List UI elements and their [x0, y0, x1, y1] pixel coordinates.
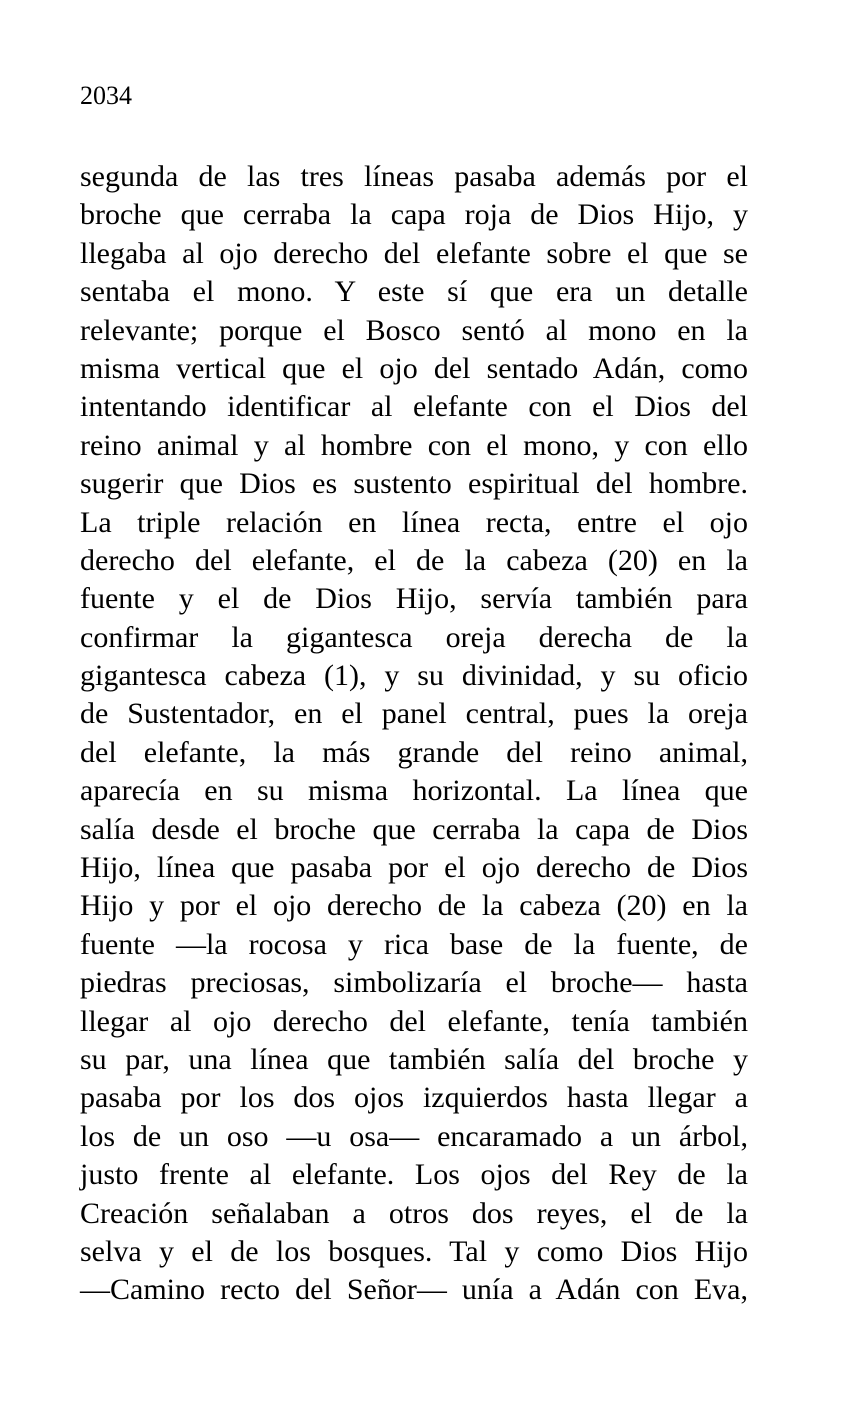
body-text: [80, 158, 748, 1310]
text-line: pasaba por los dos ojos izquierdos hasta llegar a: [80, 1081, 748, 1115]
text-line: confirmar la gigantesca oreja derecha de la: [80, 620, 748, 654]
text-line: llegaba al ojo derecho del elefante sobre el que se: [80, 236, 748, 270]
text-line: selva y el de los bosques. Tal y como Dios Hijo: [80, 1234, 748, 1268]
text-line: piedras preciosas, simbolizaría el broche— hasta: [80, 966, 748, 1000]
text-line: del elefante, la más grande del reino animal,: [80, 735, 748, 769]
text-line: salía desde el broche que cerraba la capa de Dios: [80, 812, 748, 846]
text-line: aparecía en su misma horizontal. La línea que: [80, 774, 748, 808]
text-line: intentando identificar al elefante con el Dios del: [80, 390, 748, 424]
text-line: su par, una línea que también salía del broche y: [80, 1042, 748, 1076]
text-line: reino animal y al hombre con el mono, y con ello: [80, 428, 748, 462]
text-line: —Camino recto del Señor— unía a Adán con Eva,: [80, 1273, 748, 1307]
text-line: de Sustentador, en el panel central, pues la oreja: [80, 697, 748, 731]
text-line: fuente y el de Dios Hijo, servía también para: [80, 582, 748, 616]
text-line: Hijo, línea que pasaba por el ojo derecho de Dios: [80, 851, 748, 885]
text-line: segunda de las tres líneas pasaba además por el: [80, 160, 748, 193]
text-line: sentaba el mono. Y este sí que era un detalle: [80, 275, 748, 309]
text-line: Creación señalaban a otros dos reyes, el de la: [80, 1196, 748, 1230]
text-line: Hijo y por el ojo derecho de la cabeza (20) en la: [80, 889, 748, 923]
text-line: fuente —la rocosa y rica base de la fuente, de: [80, 927, 748, 961]
text-line: derecho del elefante, el de la cabeza (20) en la: [80, 543, 748, 577]
text-line: broche que cerraba la capa roja de Dios Hijo, y: [80, 198, 748, 232]
page-number: 2034: [80, 81, 132, 110]
text-line: llegar al ojo derecho del elefante, tenía también: [80, 1004, 748, 1038]
text-line: sugerir que Dios es sustento espiritual del hombre.: [80, 467, 748, 501]
text-line: los de un oso —u osa— encaramado a un árbol,: [80, 1119, 748, 1153]
text-line: misma vertical que el ojo del sentado Adán, como: [80, 351, 748, 385]
text-line: relevante; porque el Bosco sentó al mono en la: [80, 313, 748, 347]
text-line: La triple relación en línea recta, entre el ojo: [80, 505, 748, 539]
text-line: justo frente al elefante. Los ojos del Rey de la: [80, 1158, 748, 1192]
text-line: gigantesca cabeza (1), y su divinidad, y su oficio: [80, 659, 748, 693]
